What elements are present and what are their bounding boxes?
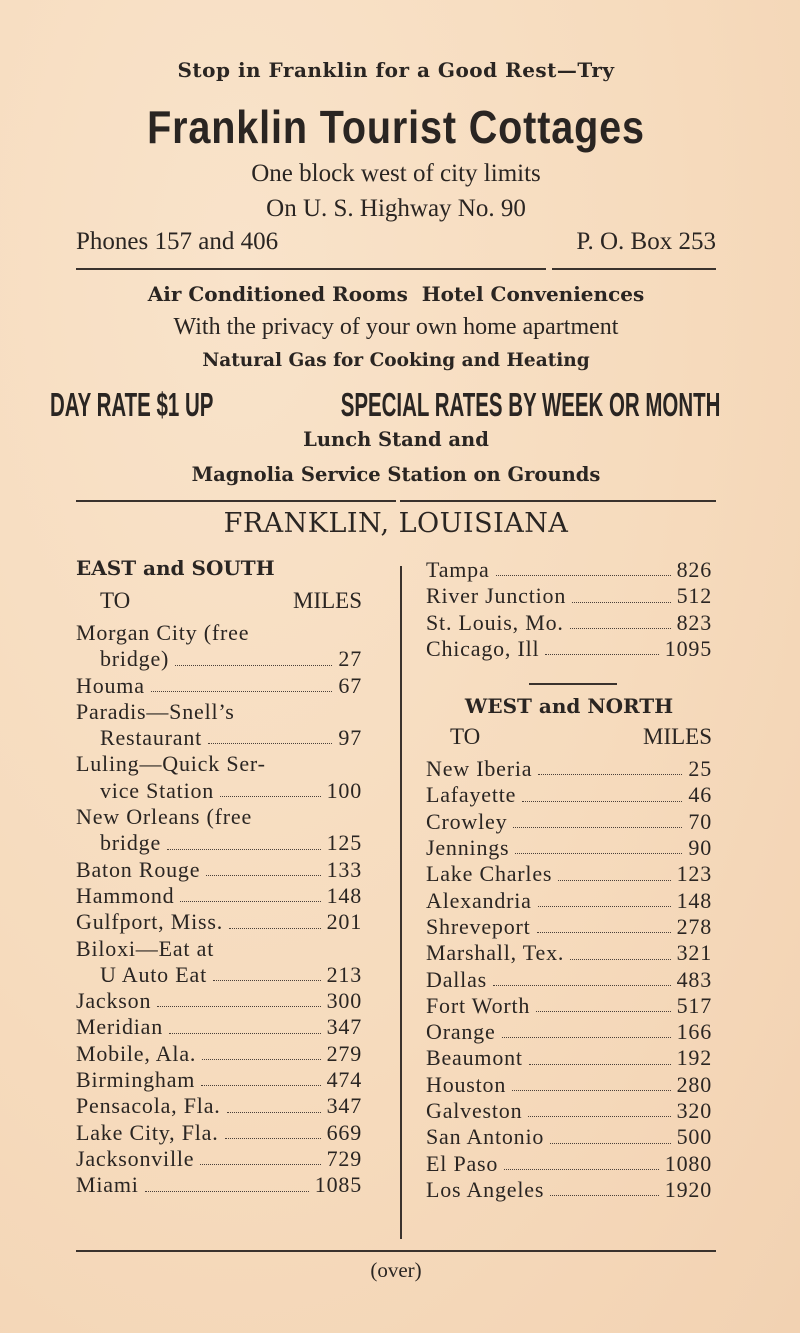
distance-row: [426, 940, 712, 966]
leader-dots: [493, 985, 671, 986]
postcard: [50, 0, 720, 1333]
leader-dots: [175, 665, 332, 666]
miles-value: 1095: [664, 635, 712, 661]
destination-name: Marshall, Tex.: [426, 940, 565, 966]
distance-row: [76, 1067, 362, 1093]
east-south-continued-list: [426, 557, 712, 662]
destination-name: Tampa: [426, 557, 490, 582]
destination-name: Mobile, Ala.: [76, 1040, 197, 1066]
east-south-column: [76, 556, 362, 1199]
distance-row: [426, 1072, 712, 1098]
destination-name: Beaumont: [426, 1045, 523, 1071]
day-rate: DAY RATE $1 UP: [50, 386, 214, 423]
privacy-line: With the privacy of your own home apartment: [173, 314, 619, 340]
miles-value: 166: [676, 1019, 712, 1045]
distance-row: [76, 988, 362, 1014]
leader-dots: [145, 1191, 309, 1192]
leader-dots: [200, 1164, 321, 1165]
destination-name: Birmingham: [76, 1067, 196, 1093]
destination-name: River Junction: [426, 583, 567, 609]
leader-dots: [570, 959, 671, 960]
miles-value: 213: [326, 961, 362, 987]
distance-row: [426, 1098, 712, 1124]
miles-value: 300: [326, 988, 362, 1014]
miles-value: 278: [676, 913, 712, 939]
distance-row: [426, 1177, 712, 1203]
location-heading: FRANKLIN, LOUISIANA: [223, 508, 569, 539]
distance-row: [426, 756, 712, 782]
column-headers: [76, 588, 362, 620]
miles-value: 483: [676, 966, 712, 992]
destination-name: Lake Charles: [426, 861, 553, 887]
destination-name: Orange: [426, 1019, 496, 1045]
leader-dots: [202, 1059, 321, 1060]
leader-dots: [512, 1090, 671, 1091]
distance-row: [426, 888, 712, 914]
leader-dots: [536, 1011, 671, 1012]
distance-row: [76, 1041, 362, 1067]
lunch-stand-line: Lunch Stand and: [303, 428, 489, 451]
destination-name: Lake City, Fla.: [76, 1119, 219, 1145]
destination-name: Galveston: [426, 1098, 523, 1124]
miles-value: 133: [326, 856, 362, 882]
distance-row: [426, 782, 712, 808]
address-line-1: One block west of city limits: [251, 160, 541, 187]
leader-dots: [227, 1112, 321, 1113]
gas-line: Natural Gas for Cooking and Heating: [202, 350, 590, 371]
destination-name: Alexandria: [426, 887, 532, 913]
miles-header: MILES: [293, 588, 362, 613]
distance-row: [426, 993, 712, 1019]
miles-value: 97: [338, 725, 362, 751]
miles-value: 729: [326, 1145, 362, 1171]
miles-value: 320: [676, 1098, 712, 1124]
distance-row: [76, 1146, 362, 1172]
destination-name: Chicago, Ill: [426, 635, 540, 661]
miles-value: 148: [676, 887, 712, 913]
destination-name: Shreveport: [426, 913, 531, 939]
leader-dots: [169, 1033, 321, 1034]
destination-name: vice Station: [100, 777, 215, 803]
distance-row: [426, 914, 712, 940]
destination-name: Hammond: [76, 882, 175, 908]
miles-value: 67: [338, 672, 362, 698]
leader-dots: [504, 1169, 659, 1170]
distance-row: [76, 962, 362, 988]
leader-dots: [545, 654, 659, 655]
destination-name: St. Louis, Mo.: [426, 609, 564, 635]
miles-value: 347: [326, 1093, 362, 1119]
miles-value: 46: [688, 782, 712, 808]
distance-row: [76, 830, 362, 856]
east-south-list: [76, 620, 362, 1199]
leader-dots: [550, 1195, 659, 1196]
west-north-heading: WEST and NORTH: [464, 694, 674, 719]
distance-row: [426, 809, 712, 835]
distance-row: [426, 610, 712, 636]
miles-value: 474: [326, 1067, 362, 1093]
destination-name: Dallas: [426, 966, 488, 992]
distance-row: [426, 967, 712, 993]
miles-value: 100: [326, 777, 362, 803]
amenities-line: Air Conditioned Rooms Hotel Conveniences: [147, 282, 645, 306]
leader-dots: [201, 1085, 321, 1086]
column-divider: [400, 566, 402, 1239]
leader-dots: [220, 796, 321, 797]
miles-value: 517: [676, 992, 712, 1018]
distance-row: [76, 699, 362, 725]
distance-row: [426, 1151, 712, 1177]
leader-dots: [538, 906, 671, 907]
destination-name: Biloxi—Eat at: [76, 935, 215, 961]
destination-name: Meridian: [76, 1014, 164, 1040]
leader-dots: [570, 628, 671, 629]
distance-row: [76, 673, 362, 699]
miles-value: 1085: [314, 1172, 362, 1198]
miles-value: 1080: [664, 1150, 712, 1176]
leader-dots: [151, 691, 332, 692]
miles-value: 125: [326, 830, 362, 856]
distance-row: [76, 646, 362, 672]
miles-value: 280: [676, 1071, 712, 1097]
distance-row: [426, 1019, 712, 1045]
leader-dots: [558, 880, 671, 881]
distance-row: [76, 751, 362, 777]
distance-row: [426, 636, 712, 662]
distance-row: [426, 557, 712, 583]
leader-dots: [157, 1006, 321, 1007]
leader-dots: [538, 774, 682, 775]
destination-name: Morgan City (free: [76, 620, 250, 645]
distance-row: [426, 583, 712, 609]
leader-dots: [206, 875, 321, 876]
destination-name: Houma: [76, 672, 145, 698]
miles-value: 321: [676, 940, 712, 966]
destination-name: Pensacola, Fla.: [76, 1093, 221, 1119]
destination-name: Restaurant: [100, 725, 203, 751]
miles-value: 201: [326, 909, 362, 935]
leader-dots: [167, 849, 321, 850]
miles-header: MILES: [643, 724, 712, 750]
leader-dots: [213, 980, 321, 981]
distance-row: [426, 1045, 712, 1071]
leader-dots: [515, 853, 682, 854]
destination-name: Jennings: [426, 835, 510, 861]
destination-name: Jacksonville: [76, 1145, 195, 1171]
leader-dots: [513, 827, 682, 828]
leader-dots: [550, 1143, 671, 1144]
distance-row: [76, 620, 362, 646]
phone-numbers: Phones 157 and 406: [76, 228, 279, 255]
divider-rule: [400, 500, 716, 502]
leader-dots: [529, 1064, 671, 1065]
distance-row: [76, 936, 362, 962]
miles-value: 826: [676, 557, 712, 582]
destination-name: Houston: [426, 1071, 507, 1097]
leader-dots: [496, 575, 671, 576]
destination-name: Miami: [76, 1172, 139, 1198]
distance-row: [426, 861, 712, 887]
right-column: [426, 557, 712, 1203]
distance-row: [426, 1124, 712, 1150]
east-south-heading: EAST and SOUTH: [76, 556, 275, 580]
destination-name: Paradis—Snell’s: [76, 698, 235, 724]
to-header: TO: [100, 588, 131, 613]
distance-row: [76, 883, 362, 909]
miles-value: 512: [676, 583, 712, 609]
distance-row: [76, 1172, 362, 1198]
column-headers: [426, 724, 712, 756]
divider-rule: [76, 500, 396, 502]
business-title: Franklin Tourist Cottages: [147, 101, 645, 153]
distance-row: [76, 725, 362, 751]
destination-name: Los Angeles: [426, 1176, 545, 1202]
destination-name: Luling—Quick Ser-: [76, 751, 266, 777]
distance-row: [426, 835, 712, 861]
destination-name: U Auto Eat: [100, 961, 207, 987]
leader-dots: [502, 1037, 671, 1038]
miles-value: 347: [326, 1014, 362, 1040]
over-note: (over): [370, 1258, 422, 1282]
special-rates: SPECIAL RATES BY WEEK OR MONTH: [340, 386, 720, 423]
destination-name: New Iberia: [426, 756, 533, 782]
to-header: TO: [450, 724, 481, 750]
tagline: Stop in Franklin for a Good Rest—Try: [177, 58, 615, 82]
destination-name: Gulfport, Miss.: [76, 909, 224, 935]
leader-dots: [229, 928, 321, 929]
destination-name: Lafayette: [426, 782, 517, 808]
leader-dots: [537, 932, 671, 933]
leader-dots: [208, 743, 332, 744]
distance-row: [76, 909, 362, 935]
distance-row: [76, 1014, 362, 1040]
service-station-line: Magnolia Service Station on Grounds: [191, 463, 601, 486]
destination-name: San Antonio: [426, 1124, 545, 1150]
bottom-rule: [76, 1250, 716, 1252]
distance-row: [76, 1093, 362, 1119]
leader-dots: [225, 1138, 321, 1139]
miles-value: 70: [688, 808, 712, 834]
distance-row: [76, 1120, 362, 1146]
divider-rule: [552, 268, 716, 270]
divider-rule: [76, 268, 546, 270]
destination-name: Fort Worth: [426, 992, 531, 1018]
miles-value: 25: [688, 756, 712, 782]
miles-value: 27: [338, 646, 362, 672]
miles-value: 823: [676, 609, 712, 635]
west-north-list: [426, 756, 712, 1203]
leader-dots: [522, 801, 682, 802]
miles-value: 148: [326, 882, 362, 908]
destination-name: Jackson: [76, 988, 152, 1014]
destination-name: Crowley: [426, 808, 508, 834]
leader-dots: [528, 1116, 671, 1117]
miles-value: 669: [326, 1119, 362, 1145]
miles-value: 123: [676, 861, 712, 887]
miles-value: 500: [676, 1124, 712, 1150]
leader-dots: [180, 901, 321, 902]
destination-name: El Paso: [426, 1150, 499, 1176]
distance-row: [76, 804, 362, 830]
destination-name: bridge): [100, 646, 170, 672]
destination-name: bridge: [100, 830, 162, 856]
section-rule: [529, 683, 617, 685]
address-line-2: On U. S. Highway No. 90: [266, 195, 526, 222]
miles-value: 192: [676, 1045, 712, 1071]
miles-value: 279: [326, 1040, 362, 1066]
destination-name: New Orleans (free: [76, 804, 253, 830]
miles-value: 1920: [664, 1176, 712, 1202]
distance-row: [76, 857, 362, 883]
rates-line: [50, 386, 720, 426]
leader-dots: [572, 602, 671, 603]
destination-name: Baton Rouge: [76, 856, 201, 882]
miles-value: 90: [688, 835, 712, 861]
distance-row: [76, 778, 362, 804]
po-box: P. O. Box 253: [576, 228, 716, 255]
